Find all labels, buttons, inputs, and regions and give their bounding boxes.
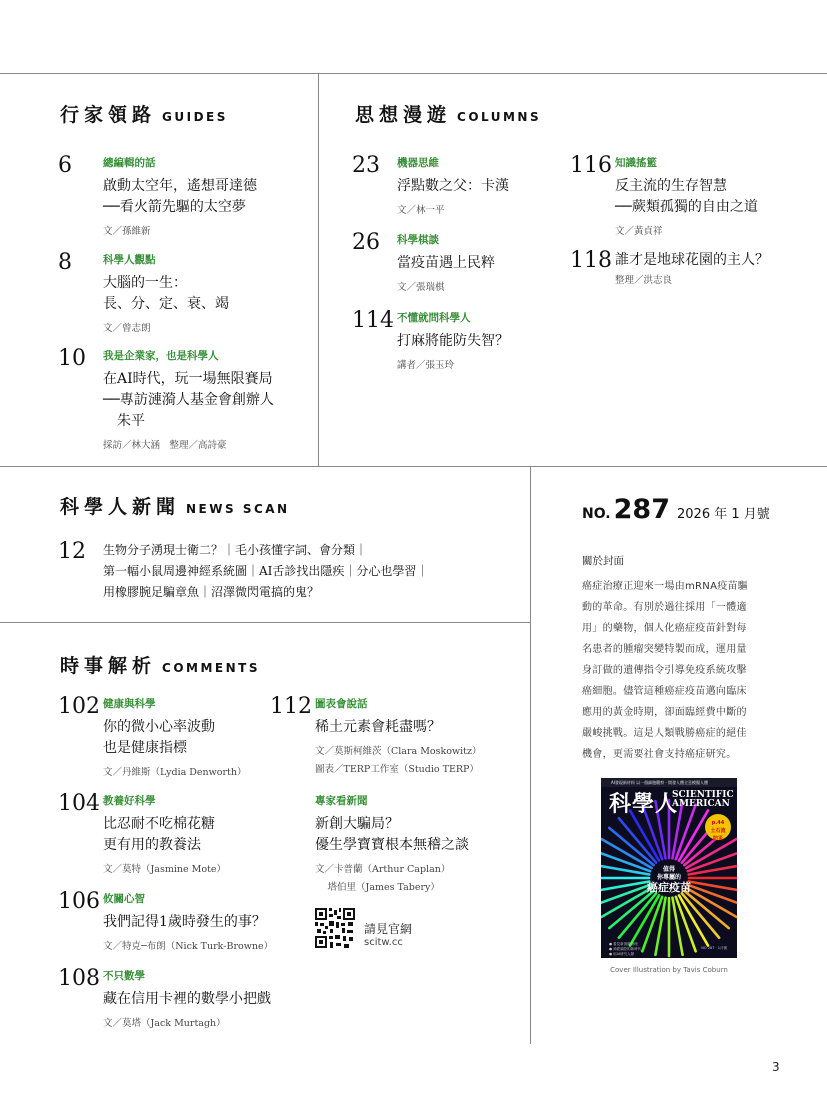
- page-number: 6: [58, 153, 72, 178]
- cover-badge-line: p.44: [711, 820, 725, 826]
- news-comments-rule: [0, 622, 531, 623]
- entry-title-line: 在AI時代，玩一場無限賽局: [103, 371, 273, 387]
- category-label: 專家看新聞: [315, 795, 368, 807]
- page-number: 8: [58, 250, 72, 275]
- syringe-ray: [655, 898, 665, 955]
- guides-columns-divider: [318, 73, 319, 467]
- entry-title-line: 也是健康指標: [103, 740, 187, 756]
- credit: 整理／洪志良: [615, 275, 673, 286]
- about-cover-label: 關於封面: [582, 555, 624, 567]
- category-label: 我是企業家，也是科學人: [103, 350, 219, 362]
- page-number: 12: [58, 539, 86, 564]
- cover-footer-line: ● 看見新頂級物理: [609, 942, 638, 946]
- credit: 塔伯里（James Tabery）: [315, 882, 440, 893]
- sidebar-divider: [530, 466, 531, 1044]
- credit: 文／丹維斯（Lydia Denworth）: [103, 767, 247, 778]
- category-label: 機器思維: [397, 157, 439, 169]
- page-number: 104: [58, 791, 100, 816]
- issue-number-block: [582, 494, 770, 525]
- credit: 文／莫塔（Jack Murtagh）: [103, 1018, 226, 1029]
- comments-heading: [60, 651, 260, 678]
- entry-title-line: 長、分、定、衰、竭: [103, 296, 229, 312]
- cover-footer-list: [609, 942, 641, 957]
- cover-credit: Cover Illustration by Tavis Coburn: [610, 966, 728, 974]
- news-scan-line: 用橡膠腕足騙章魚｜沼澤微閃電搞的鬼？: [103, 585, 320, 599]
- entry-title-line: 浮點數之父：卡漢: [397, 178, 509, 194]
- page-number: 10: [58, 346, 86, 371]
- entry-title-line: 當疫苗遇上民粹: [397, 255, 495, 271]
- entry-title-line: 誰才是地球花園的主人？: [615, 252, 769, 268]
- cover-badge-line: 防災: [712, 836, 723, 842]
- magazine-cover-image: [601, 778, 737, 958]
- category-label: 攸關心智: [103, 893, 145, 905]
- category-label: 不只數學: [103, 970, 145, 982]
- cover-issue-tag: NO 287 · 1月號: [701, 946, 727, 950]
- cover-top-bar: AI發現新材料 以一個細胞觀察 · 開發人體全息模擬人體: [601, 778, 737, 787]
- columns-heading: [355, 100, 541, 127]
- cover-badge: [705, 814, 731, 840]
- page-number: 116: [570, 153, 612, 178]
- cover-headline: [601, 866, 737, 894]
- credit: 文／張瑞棋: [397, 282, 445, 293]
- issue-no-label: NO.: [582, 506, 611, 522]
- news-scan-line: 第一幅小鼠周邊神經系統圖｜AI舌診找出隱疾｜分心也學習｜: [103, 564, 429, 578]
- entry-title-line: 我們記得1歲時發生的事？: [103, 914, 266, 930]
- cover-footer-line: ● 用AI研究人類: [609, 952, 635, 956]
- entry-title-line: 朱平: [103, 413, 145, 429]
- credit: 文／林一平: [397, 205, 445, 216]
- news-scan-line: 生物分子湧現士衛二？｜毛小孩懂字詞、會分類｜: [103, 543, 368, 557]
- comments-title: 時事解析: [60, 655, 157, 677]
- entry-title-line: 大腦的一生：: [103, 275, 187, 291]
- entry-title-line: 新創大騙局？: [315, 816, 399, 832]
- category-label: 健康與科學: [103, 698, 156, 710]
- cover-headline-line: 值得: [662, 866, 675, 873]
- middle-rule: [0, 466, 827, 467]
- guides-title: 行家領路: [60, 104, 157, 126]
- comments-title-en: COMMENTS: [162, 661, 260, 675]
- cover-badge-line: 土石流: [710, 828, 726, 834]
- page-number: 118: [570, 248, 612, 273]
- cover-headline-line: 你專屬的: [656, 874, 681, 881]
- news-scan-title-en: NEWS SCAN: [186, 502, 290, 516]
- page-number: 114: [352, 308, 394, 333]
- credit: 文／莫斯柯維茨（Clara Moskowitz）: [315, 746, 482, 757]
- website-label: 請見官網: [364, 922, 413, 936]
- cover-footer-line: ● 神經調控的新時代: [609, 947, 642, 951]
- page-number: 108: [58, 966, 100, 991]
- columns-title: 思想漫遊: [355, 104, 452, 126]
- credit: 文／黃貞祥: [615, 226, 663, 237]
- category-label: 不懂就問科學人: [397, 312, 471, 324]
- credit: 文／卡普蘭（Arthur Caplan）: [315, 864, 451, 875]
- top-rule: [0, 73, 827, 74]
- category-label: 圖表會說話: [315, 698, 368, 710]
- entry-title-line: ──看火箭先驅的太空夢: [103, 199, 246, 215]
- columns-title-en: COLUMNS: [457, 110, 542, 124]
- entry-title-line: 比忍耐不吃棉花糖: [103, 816, 215, 832]
- news-scan-title: 科學人新聞: [60, 496, 181, 518]
- guides-title-en: GUIDES: [162, 110, 228, 124]
- credit: 文／孫維新: [103, 226, 151, 237]
- news-scan-heading: [60, 492, 290, 519]
- cover-masthead: 科學人: [609, 792, 679, 817]
- category-label: 科學棋談: [397, 234, 439, 246]
- category-label: 總編輯的話: [103, 157, 156, 169]
- entry-title-line: 反主流的生存智慧: [615, 178, 727, 194]
- entry-title-line: 打麻將能防失智？: [397, 333, 509, 349]
- category-label: 知識搖籃: [615, 157, 657, 169]
- entry-title-line: 優生學寶寶根本無稽之談: [315, 837, 469, 853]
- entry-title-line: 更有用的教養法: [103, 837, 201, 853]
- cover-masthead-en: [672, 791, 734, 809]
- cover-masthead-en-line: AMERICAN: [672, 799, 730, 809]
- issue-number: 287: [613, 494, 671, 525]
- entry-title-line: 藏在信用卡裡的數學小把戲: [103, 991, 271, 1007]
- entry-title-line: ──專訪漣漪人基金會創辦人: [103, 392, 274, 408]
- entry-title-line: 稀土元素會耗盡嗎？: [315, 719, 441, 735]
- page-folio: 3: [772, 1060, 780, 1074]
- page-number: 26: [352, 230, 380, 255]
- guides-heading: [60, 100, 228, 127]
- credit: 講者／張玉玲: [397, 360, 455, 371]
- cover-description: 癌症治療正迎來一場由mRNA疫苗驅動的革命。有別於過往採用「一體適用」的藥物，個人化癌症疫苗針對每名患者的腫瘤突變特製而成，運用量身訂做的遺傳指令引導免疫系統攻擊癌細胞。儘管這種癌症疫苗邁向臨床應用的黃金時期，卻面臨經費中斷的嚴峻挑戰。這是人類戰勝癌症的絕佳機會，更需要社會支持癌症研究。: [582, 581, 749, 760]
- page-number: 23: [352, 153, 380, 178]
- page-number: 102: [58, 694, 100, 719]
- credit: 文／曾志朗: [103, 323, 151, 334]
- category-label: 科學人觀點: [103, 254, 156, 266]
- credit: 採訪／林大涵 整理／高詩豪: [103, 440, 227, 451]
- qr-code-icon[interactable]: [315, 908, 355, 948]
- issue-date: 2026 年 1 月號: [677, 507, 770, 522]
- cover-headline-main: 癌症疫苗: [647, 881, 691, 894]
- website-url[interactable]: scitw.cc: [364, 937, 403, 948]
- credit: 圖表／TERP工作室（Studio TERP）: [315, 764, 479, 775]
- page-number: 106: [58, 889, 100, 914]
- credit: 文／特克─布朗（Nick Turk-Browne）: [103, 941, 274, 952]
- entry-title-line: ──蕨類孤獨的自由之道: [615, 199, 758, 215]
- category-label: 教養好科學: [103, 795, 156, 807]
- entry-title-line: 啟動太空年，遙想哥達德: [103, 178, 257, 194]
- entry-title-line: 你的微小心率波動: [103, 719, 215, 735]
- cover-masthead-en-line: SCIENTIFIC: [672, 790, 734, 800]
- page-number: 112: [270, 694, 312, 719]
- syringe-ray: [672, 898, 682, 955]
- credit: 文／莫特（Jasmine Mote）: [103, 864, 227, 875]
